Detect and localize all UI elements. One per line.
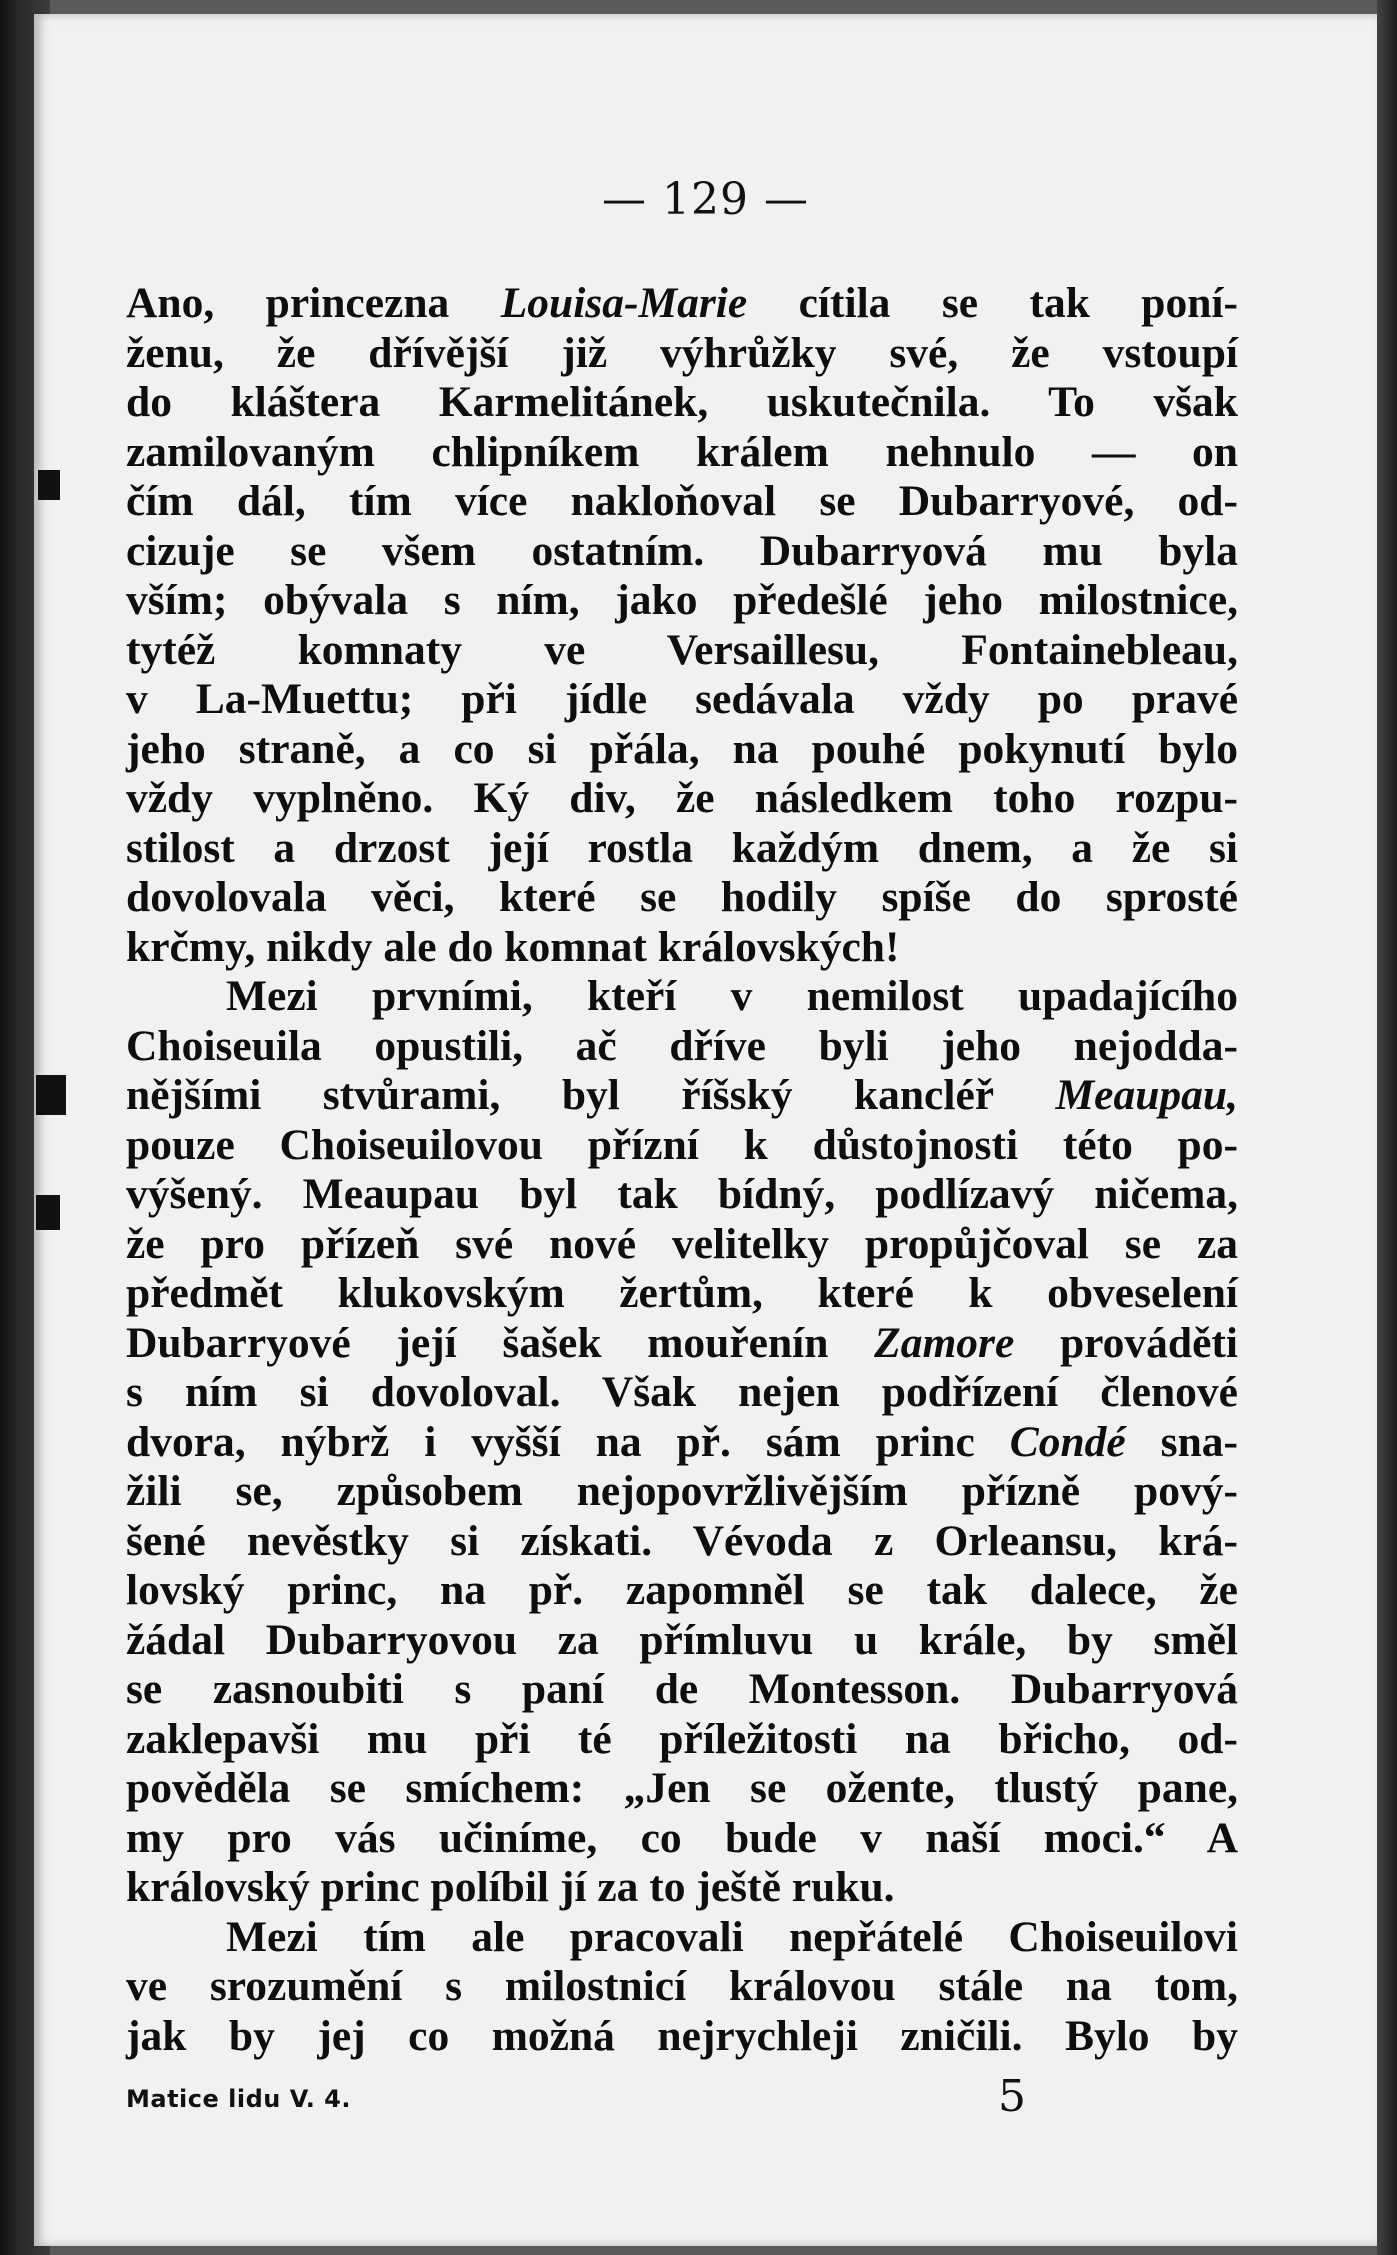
footer-sheet-number: 5 [998, 2071, 1026, 2122]
text-line: zamilovaným chlipníkem králem nehnulo — on [126, 427, 1238, 476]
text-line: se zasnoubiti s paní de Montesson. Dubarryová [126, 1665, 1238, 1713]
text-line: Mezi tím ale pracovali nepřátelé Choiseuilovi [226, 1912, 1238, 1961]
page-footer [126, 2071, 1238, 2131]
text-line: Mezi prvními, kteří v nemilost upadajícího [226, 972, 1238, 1020]
text-line: čím dál, tím více nakloňoval se Dubarryové, od- [126, 477, 1238, 525]
text-line: krčmy, nikdy ale do komnat královských! [126, 922, 900, 971]
text-line: žili se, způsobem nejopovržlivějším přízně pový- [126, 1467, 1238, 1515]
text-line: ženu, že dřívější již výhrůžky své, že vstoupí [126, 328, 1238, 377]
text-line: předmět klukovským žertům, které k obveselení [126, 1269, 1238, 1317]
text-line: žádal Dubarryovou za přímluvu u krále, by směl [126, 1615, 1238, 1664]
text-line: vším; obývala s ním, jako předešlé jeho milostnice, [126, 576, 1238, 624]
text-line: královský princ políbil jí za to ještě ruku. [126, 1863, 895, 1911]
page-number-header: — 129 — [602, 174, 809, 225]
text-line: cizuje se všem ostatním. Dubarryová mu byla [126, 526, 1238, 575]
text-line: zaklepavši mu při té příležitosti na břicho, od- [126, 1714, 1238, 1763]
text-line: jeho straně, a co si přála, na pouhé pokynutí bylo [126, 724, 1238, 773]
text-line: pouze Choiseuilovou přízní k důstojnosti této po- [126, 1120, 1238, 1169]
text-line: Choiseuila opustili, ač dříve byli jeho nejodda- [126, 1021, 1238, 1070]
text-line: že pro přízeň své nové velitelky propůjčoval se za [126, 1219, 1238, 1268]
book-page [34, 14, 1377, 2246]
scan-mark [36, 1195, 60, 1230]
text-line: šené nevěstky si získati. Vévoda z Orleansu, krá- [126, 1516, 1238, 1565]
text-line: vždy vyplněno. Ký div, že následkem toho rozpu- [126, 774, 1238, 822]
footer-signature: Matice lidu V. 4. [126, 2085, 351, 2113]
scan-mark [36, 1075, 66, 1115]
text-line: s ním si dovoloval. Však nejen podřízení členové [126, 1368, 1238, 1416]
text-line: tytéž komnaty ve Versaillesu, Fontainebleau, [126, 625, 1238, 674]
text-line: pověděla se smíchem: „Jen se ožente, tlustý pane, [126, 1764, 1238, 1812]
body-text [126, 279, 1238, 2061]
text-line: ve srozumění s milostnicí královou stále na tom, [126, 1962, 1238, 2010]
text-line: stilost a drzost její rostla každým dnem, a že si [126, 823, 1238, 872]
page-right-edge [1377, 0, 1397, 2255]
text-line: Ano, princezna Louisa-Marie cítila se tak poní- [126, 279, 1238, 327]
text-line: jak by jej co možná nejrychleji zničili. Bylo by [126, 2011, 1238, 2060]
text-line: nějšími stvůrami, byl říšský kancléř Meaupau, [126, 1071, 1238, 1119]
text-line: v La-Muettu; při jídle sedávala vždy po pravé [126, 675, 1238, 723]
text-line: dovolovala věci, které se hodily spíše do sprosté [126, 873, 1238, 921]
text-line: my pro vás učiníme, co bude v naší moci.“ A [126, 1813, 1238, 1862]
scan-mark [38, 470, 60, 500]
text-line: výšený. Meaupau byl tak bídný, podlízavý ničema, [126, 1170, 1238, 1218]
text-line: lovský princ, na př. zapomněl se tak dalece, že [126, 1566, 1238, 1614]
text-line: Dubarryové její šašek mouřenín Zamore prováděti [126, 1318, 1238, 1367]
text-line: dvora, nýbrž i vyšší na př. sám princ Condé sna- [126, 1417, 1238, 1466]
text-line: do kláštera Karmelitánek, uskutečnila. To však [126, 378, 1238, 426]
